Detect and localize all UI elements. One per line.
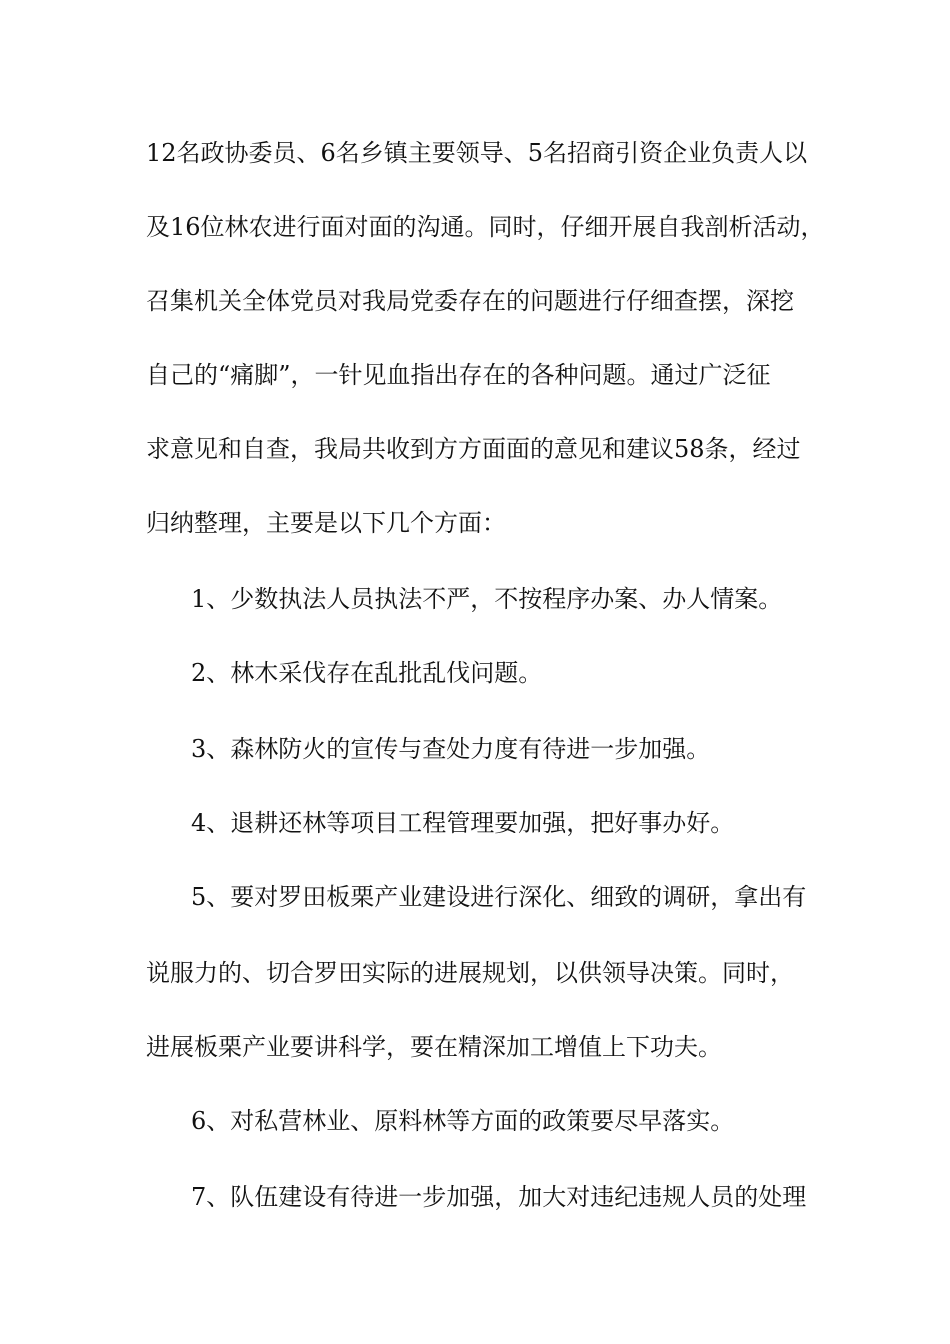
text-line: 自己的“痛脚”，一针见血指出存在的各种问题。通过广泛征 (146, 361, 771, 389)
text-line: 求意见和自查，我局共收到方方面面的意见和建议58条，经过 (146, 435, 801, 463)
list-item: 3、森林防火的宣传与查处力度有待进一步加强。 (191, 735, 711, 763)
list-item: 6、对私营林业、原料林等方面的政策要尽早落实。 (191, 1107, 735, 1135)
text-line: 说服力的、切合罗田实际的进展规划，以供领导决策。同时， (146, 959, 794, 987)
list-item: 2、林木采伐存在乱批乱伐问题。 (191, 659, 543, 687)
text-line: 12名政协委员、6名乡镇主要领导、5名招商引资企业负责人以 (146, 139, 808, 167)
list-item: 7、队伍建设有待进一步加强，加大对违纪违规人员的处理 (191, 1183, 807, 1211)
text-line: 归纳整理，主要是以下几个方面： (146, 509, 506, 537)
text-line: 及16位林农进行面对面的沟通。同时，仔细开展自我剖析活动， (146, 213, 825, 241)
list-item: 5、要对罗田板栗产业建设进行深化、细致的调研，拿出有 (191, 883, 807, 911)
list-item: 4、退耕还林等项目工程管理要加强，把好事办好。 (191, 809, 735, 837)
text-line: 进展板栗产业要讲科学，要在精深加工增值上下功夫。 (146, 1033, 722, 1061)
list-item: 1、少数执法人员执法不严，不按程序办案、办人情案。 (191, 585, 783, 613)
text-line: 召集机关全体党员对我局党委存在的问题进行仔细查摆，深挖 (146, 287, 794, 315)
